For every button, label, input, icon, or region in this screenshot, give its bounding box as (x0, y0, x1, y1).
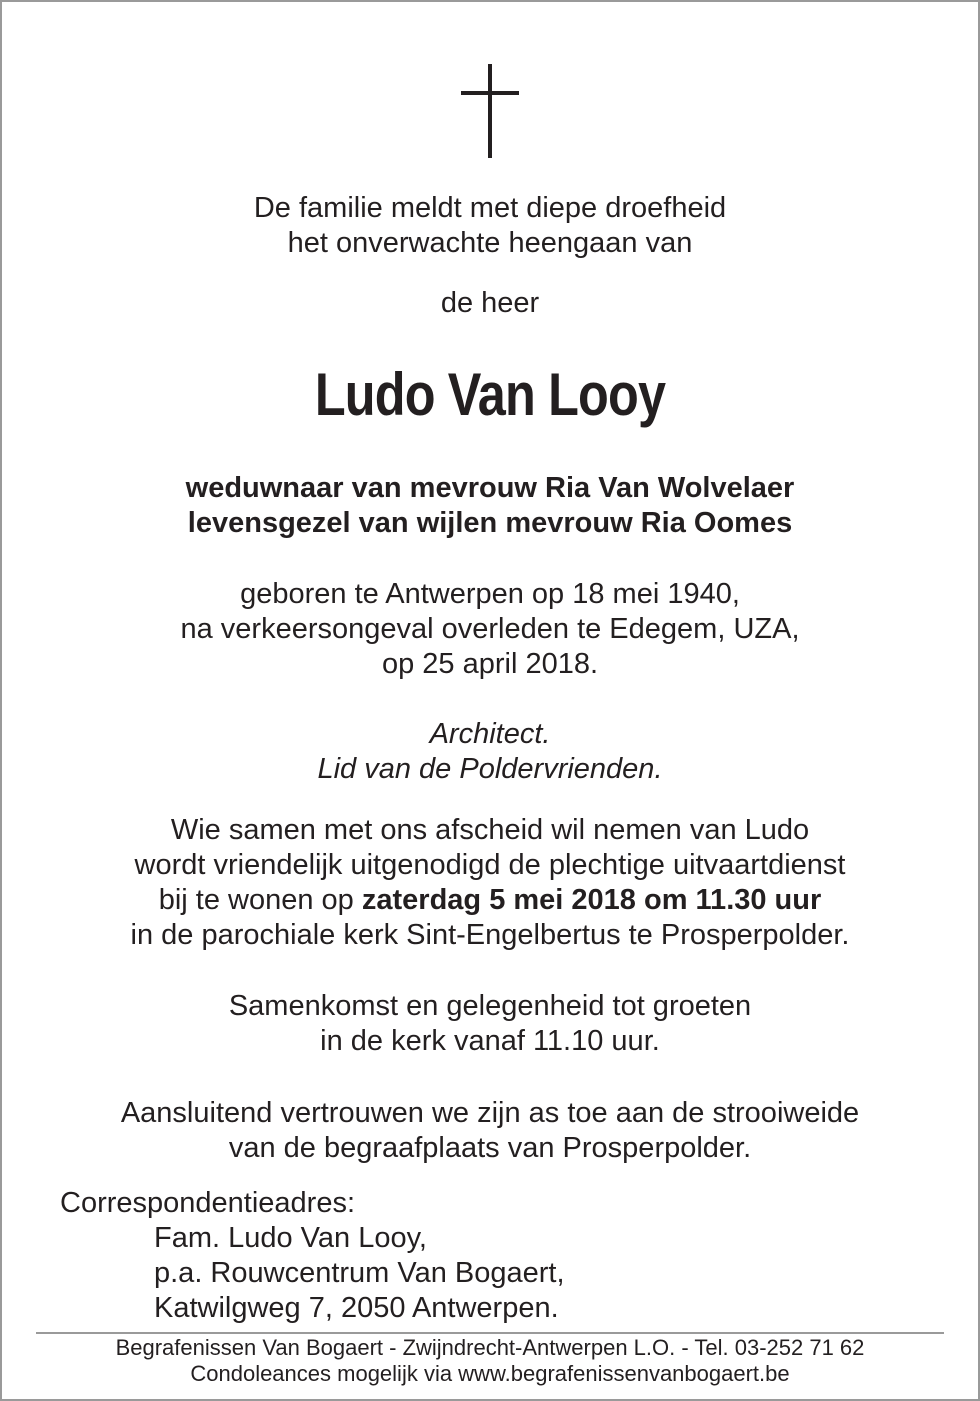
service-line-4: in de parochiale kerk Sint-Engelbertus te Prosperpolder. (130, 919, 850, 951)
relation-line-1: weduwnaar van mevrouw Ria Van Wolvelaer (185, 472, 795, 504)
life-dates (0, 577, 980, 682)
deceased-name: Ludo Van Looy (314, 361, 666, 428)
membership: Lid van de Poldervrienden. (317, 753, 663, 785)
correspondence-line-3: Katwilgweg 7, 2050 Antwerpen. (154, 1292, 559, 1324)
service-line-1: Wie samen met ons afscheid wil nemen van Ludo (170, 814, 810, 846)
death-date-line: op 25 april 2018. (381, 648, 599, 680)
intro-line-2: het onverwachte heengaan van (287, 227, 693, 259)
relation-line-2: levensgezel van wijlen mevrouw Ria Oomes (187, 507, 793, 539)
footer-contact: Begrafenissen Van Bogaert - Zwijndrecht-Antwerpen L.O. - Tel. 03-252 71 62 (115, 1335, 865, 1360)
birth-line: geboren te Antwerpen op 18 mei 1940, (240, 578, 740, 610)
service-line-3 (0, 883, 980, 918)
correspondence-address (60, 1186, 565, 1326)
gathering-info (0, 989, 980, 1059)
correspondence-label: Correspondentieadres: (60, 1187, 356, 1219)
burial-line-2: van de begraafplaats van Prosperpolder. (228, 1132, 752, 1164)
profession: Architect. (429, 718, 551, 750)
service-line-2: wordt vriendelijk uitgenodigd de plechtige uitvaartdienst (134, 849, 846, 881)
correspondence-line-1: Fam. Ludo Van Looy, (154, 1222, 427, 1254)
intro-text (0, 191, 980, 261)
relations (0, 471, 980, 541)
correspondence-line-2: p.a. Rouwcentrum Van Bogaert, (154, 1257, 565, 1289)
gathering-line-2: in de kerk vanaf 11.10 uur. (320, 1025, 660, 1057)
service-datetime: zaterdag 5 mei 2018 om 11.30 uur (361, 884, 822, 916)
burial-line-1: Aansluitend vertrouwen we zijn as toe aan de strooiweide (120, 1097, 860, 1129)
footer-divider (36, 1332, 944, 1334)
gathering-line-1: Samenkomst en gelegenheid tot groeten (228, 990, 752, 1022)
honorific (0, 286, 980, 321)
footer-website: Condoleances mogelijk via www.begrafenissenvanbogaert.be (190, 1361, 790, 1386)
cross-icon (461, 64, 519, 158)
death-line: na verkeersongeval overleden te Edegem, UZA, (180, 613, 800, 645)
notes (0, 717, 980, 787)
service-info (0, 813, 980, 953)
footer (0, 1335, 980, 1387)
honorific-text: de heer (440, 287, 540, 319)
service-line-3-prefix: bij te wonen op (158, 884, 362, 916)
burial-info (0, 1096, 980, 1166)
intro-line-1: De familie meldt met diepe droefheid (253, 192, 727, 224)
